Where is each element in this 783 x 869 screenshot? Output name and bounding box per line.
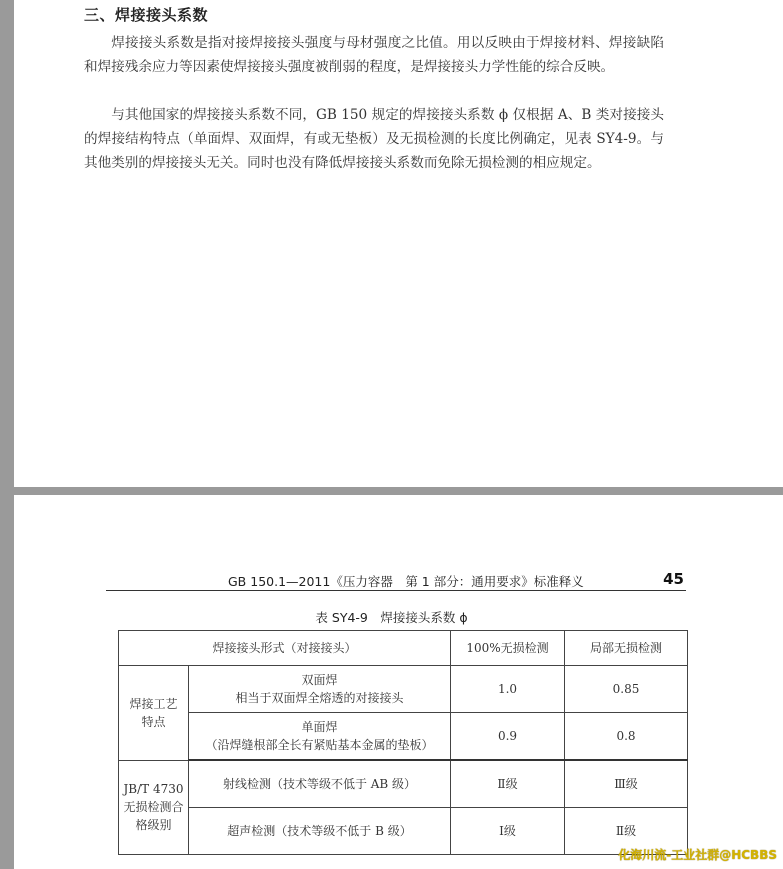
running-header <box>106 572 686 591</box>
cell-line: 相当于双面焊全熔透的对接接头 <box>235 691 404 705</box>
group-ndt-level <box>119 760 189 855</box>
table-row <box>119 713 688 761</box>
group-label-line: 无损检测合 <box>123 800 184 815</box>
group-label-line: JB/T 4730 <box>123 782 184 797</box>
paragraph-definition: 焊接接头系数是指对接焊接接头强度与母材强度之比值。用以反映由于焊接材料、焊接缺陷和焊接残余应力等因素使焊接接头强度被削弱的程度，是焊接接头力学性能的综合反映。 <box>84 35 664 75</box>
group-label-line: 格级别 <box>135 818 172 833</box>
value-cell: 1.0 <box>451 666 565 713</box>
group-label-line: 焊接工艺 <box>129 696 178 711</box>
radiographic-testing-cell: 射线检测（技术等级不低于 AB 级） <box>189 760 451 808</box>
document-page-1 <box>14 0 783 487</box>
table-row <box>119 808 688 855</box>
group-label-line: 特点 <box>141 714 166 729</box>
value-cell: Ⅰ级 <box>451 808 565 855</box>
header-partial-ndt: 局部无损检测 <box>565 631 688 666</box>
double-sided-weld-cell <box>189 666 451 713</box>
page-number: 45 <box>663 570 684 588</box>
table-row <box>119 666 688 713</box>
table-row <box>119 760 688 808</box>
running-header-title: GB 150.1—2011《压力容器 第 1 部分：通用要求》标准释义 <box>228 574 584 589</box>
ultrasonic-testing-cell: 超声检测（技术等级不低于 B 级） <box>189 808 451 855</box>
single-sided-weld-cell <box>189 713 451 761</box>
table-header-row <box>119 631 688 666</box>
cell-line: 单面焊 <box>301 720 338 734</box>
value-cell: Ⅱ级 <box>451 760 565 808</box>
value-cell: Ⅲ级 <box>565 760 688 808</box>
value-cell: 0.9 <box>451 713 565 761</box>
group-welding-process <box>119 666 189 761</box>
section-title: 三、焊接接头系数 <box>84 6 209 24</box>
value-cell: Ⅱ级 <box>565 808 688 855</box>
paragraph-gb150: 与其他国家的焊接接头系数不同，GB 150 规定的焊接接头系数 ϕ 仅根据 A、B 类对接接头的焊接结构特点（单面焊、双面焊，有或无垫板）及无损检测的长度比例确定，见表 SY4-9。与其他类别的焊接接头无关。同时也没有降低焊接接头系数而免除无损检测的相应规定。 <box>84 107 664 171</box>
header-joint-form: 焊接接头形式（对接接头） <box>119 631 451 666</box>
watermark-text: 化海川流-工业社群@HCBBS <box>618 848 777 862</box>
value-cell: 0.85 <box>565 666 688 713</box>
weld-joint-coefficient-table <box>118 630 688 855</box>
table-caption: 表 SY4-9 焊接接头系数 ϕ <box>315 610 468 625</box>
value-cell: 0.8 <box>565 713 688 761</box>
header-full-ndt: 100%无损检测 <box>451 631 565 666</box>
cell-line: （沿焊缝根部全长有紧贴基本金属的垫板） <box>205 738 434 752</box>
cell-line: 双面焊 <box>301 673 338 687</box>
